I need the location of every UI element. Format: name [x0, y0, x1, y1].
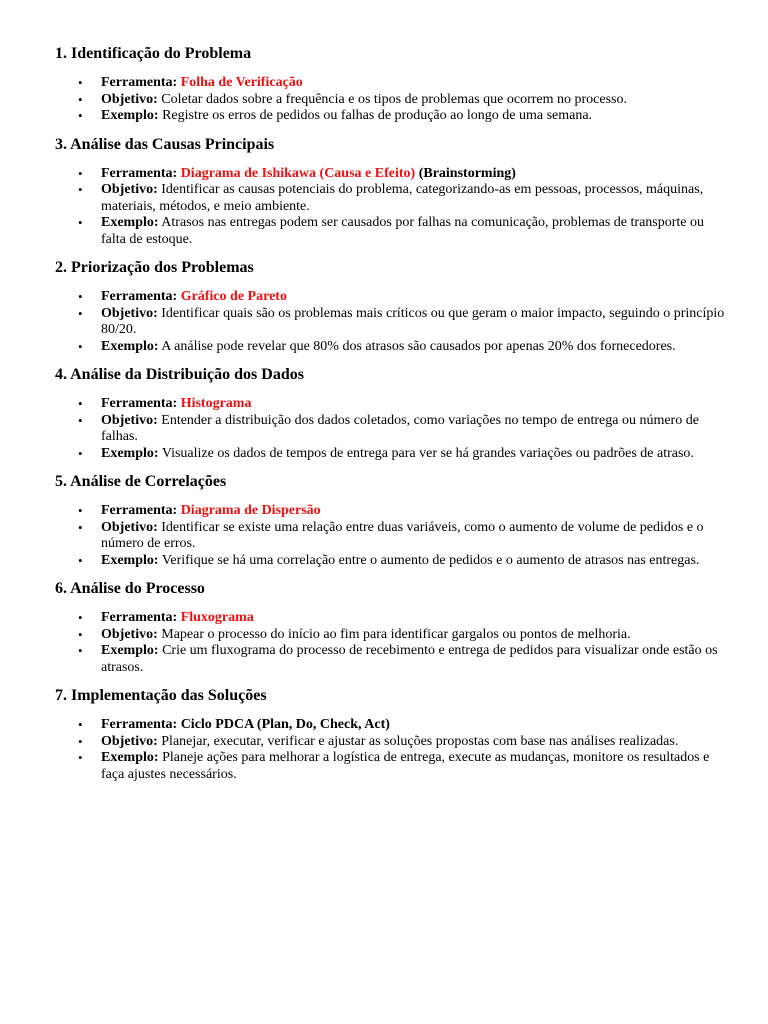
section-list	[55, 610, 728, 676]
objective-label: Objetivo:	[101, 182, 158, 197]
example-text: Registre os erros de pedidos ou falhas de produção ao longo de uma semana.	[162, 108, 593, 123]
section-implementacao	[55, 686, 728, 783]
section-list	[55, 75, 728, 125]
section-correlacoes	[55, 472, 728, 569]
section-list	[55, 166, 728, 249]
tool-item	[101, 396, 728, 413]
objective-label: Objetivo:	[101, 305, 158, 321]
section-priorizacao	[55, 258, 728, 355]
example-label: Exemplo:	[101, 108, 159, 123]
example-text: Visualize os dados de tempos de entrega para ver se há grandes variações ou padrões de atraso.	[161, 445, 694, 461]
example-label: Exemplo:	[101, 750, 159, 765]
objective-item	[101, 182, 728, 215]
section-list	[55, 717, 728, 783]
section-causas	[55, 135, 728, 249]
section-title: 6. Análise do Processo	[55, 580, 205, 597]
section-title: 2. Priorização dos Problemas	[55, 259, 254, 276]
tool-name: Fluxograma	[180, 610, 254, 625]
objective-item	[101, 306, 728, 339]
example-item	[101, 215, 728, 248]
tool-item	[101, 610, 728, 627]
section-title: 3. Análise das Causas Principais	[55, 135, 275, 153]
tool-extra: (Brainstorming)	[418, 165, 516, 181]
section-identificacao	[55, 44, 728, 125]
section-processo	[55, 579, 728, 676]
tool-item	[101, 503, 728, 520]
tool-label: Ferramenta:	[101, 396, 178, 411]
tool-label: Ferramenta:	[101, 610, 178, 625]
example-item	[101, 446, 728, 463]
example-item	[101, 108, 728, 125]
tool-label: Ferramenta:	[101, 503, 178, 518]
objective-item	[101, 92, 728, 109]
tool-item	[101, 289, 728, 306]
tool-item	[101, 75, 728, 92]
section-title: 4. Análise da Distribuição dos Dados	[55, 366, 304, 383]
objective-label: Objetivo:	[101, 412, 158, 428]
section-list	[55, 396, 728, 462]
tool-name: Ciclo PDCA (Plan, Do, Check, Act)	[180, 717, 390, 732]
objective-label: Objetivo:	[101, 91, 158, 107]
objective-label: Objetivo:	[101, 626, 158, 642]
example-text: Verifique se há uma correlação entre o aumento de pedidos e o aumento de atrasos nas entregas.	[161, 552, 700, 568]
tool-label: Ferramenta:	[101, 75, 178, 90]
tool-name: Histograma	[180, 396, 252, 411]
example-text: Atrasos nas entregas podem ser causados por falhas na comunicação, problemas de transporte ou falta de estoque.	[101, 215, 705, 247]
objective-text: Identificar as causas potenciais do problema, categorizando-as em pessoas, processos, máquinas, materiais, métodos, e meio ambiente.	[101, 182, 704, 214]
section-list	[55, 503, 728, 569]
section-distribuicao	[55, 365, 728, 462]
tool-name: Folha de Verificação	[180, 75, 303, 90]
objective-text: Planejar, executar, verificar e ajustar as soluções propostas com base nas análises realizadas.	[161, 733, 679, 749]
example-text: Planeje ações para melhorar a logística de entrega, execute as mudanças, monitore os resultados e faça ajustes necessários.	[101, 750, 710, 782]
tool-name: Gráfico de Pareto	[180, 289, 287, 304]
tool-name: Diagrama de Dispersão	[180, 503, 321, 518]
tool-item	[101, 166, 728, 183]
example-item	[101, 339, 728, 356]
example-text: Crie um fluxograma do processo de recebimento e entrega de pedidos para visualizar onde estão os atrasos.	[101, 643, 718, 675]
objective-label: Objetivo:	[101, 519, 158, 535]
objective-label: Objetivo:	[101, 733, 158, 749]
section-list	[55, 289, 728, 355]
example-label: Exemplo:	[101, 445, 159, 461]
example-label: Exemplo:	[101, 215, 159, 230]
example-item	[101, 643, 728, 676]
example-item	[101, 750, 728, 783]
objective-text: Coletar dados sobre a frequência e os tipos de problemas que ocorrem no processo.	[161, 91, 628, 107]
objective-item	[101, 520, 728, 553]
objective-item	[101, 413, 728, 446]
objective-text: Entender a distribuição dos dados coletados, como variações no tempo de entrega ou número de falhas.	[101, 412, 699, 444]
tool-label: Ferramenta:	[101, 165, 178, 181]
section-title: 5. Análise de Correlações	[55, 473, 227, 490]
tool-name: Diagrama de Ishikawa (Causa e Efeito)	[180, 165, 416, 181]
tool-label: Ferramenta:	[101, 289, 178, 304]
example-label: Exemplo:	[101, 552, 159, 568]
tool-label: Ferramenta:	[101, 717, 178, 732]
section-title: 1. Identificação do Problema	[55, 45, 252, 62]
objective-text: Identificar se existe uma relação entre duas variáveis, como o aumento de volume de pedidos e o número de erros.	[101, 519, 704, 551]
example-item	[101, 553, 728, 570]
objective-item	[101, 627, 728, 644]
section-title: 7. Implementação das Soluções	[55, 687, 267, 704]
objective-item	[101, 734, 728, 751]
example-label: Exemplo:	[101, 338, 159, 354]
example-text: A análise pode revelar que 80% dos atrasos são causados por apenas 20% dos fornecedores.	[161, 338, 676, 354]
objective-text: Identificar quais são os problemas mais críticos ou que geram o maior impacto, seguindo o princípio 80/20.	[101, 305, 725, 337]
objective-text: Mapear o processo do início ao fim para identificar gargalos ou pontos de melhoria.	[161, 626, 631, 642]
example-label: Exemplo:	[101, 643, 159, 658]
tool-item	[101, 717, 728, 734]
